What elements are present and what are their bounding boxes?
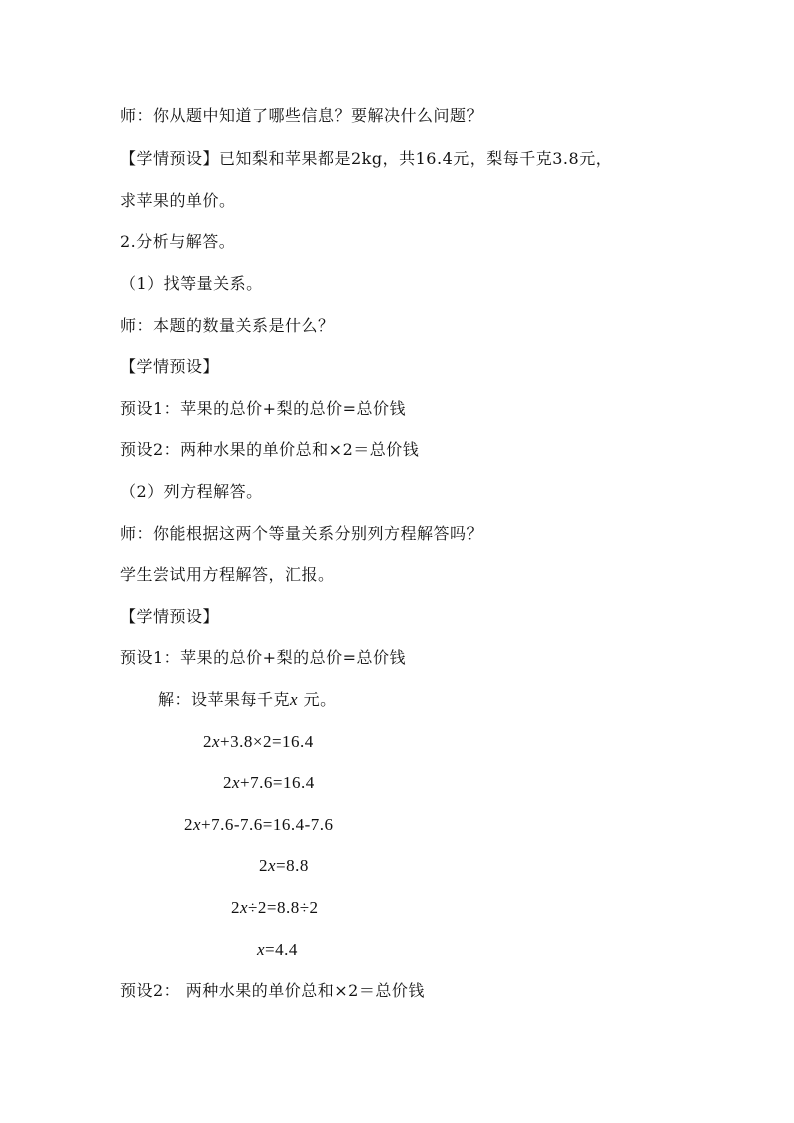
eq2-var: x [232,773,241,792]
solution-prefix: 解：设苹果每千克 [158,690,291,709]
eq5-coef: 2 [231,898,240,917]
eq2-rest: +7.6=16.4 [240,773,315,792]
solution-suffix: 元。 [303,690,337,709]
equation-step-5 [231,898,319,918]
step-solve-equation: （2）列方程解答。 [120,482,263,501]
teacher-question-relation: 师：本题的数量关系是什么？ [120,316,335,335]
preset-find-price: 求苹果的单价。 [120,191,236,210]
solution-setup [158,690,337,710]
equation-step-1 [203,732,314,752]
eq3-coef: 2 [184,815,193,834]
eq5-rest: ÷2=8.8÷2 [248,898,319,917]
preset-known-info: 【学情预设】已知梨和苹果都是2kg，共16.4元，梨每千克3.8元， [120,149,613,168]
eq1-coef: 2 [203,732,212,751]
section-analysis-heading: 2.分析与解答。 [120,232,236,251]
teacher-question-info: 师：你从题中知道了哪些信息？要解决什么问题？ [120,106,484,125]
eq4-coef: 2 [259,856,268,875]
eq5-var: x [240,898,249,917]
step-find-relation: （1）找等量关系。 [120,274,263,293]
eq3-var: x [193,815,202,834]
preset-heading-1: 【学情预设】 [120,357,220,376]
teacher-question-equation: 师：你能根据这两个等量关系分别列方程解答吗？ [120,524,484,543]
students-try-text: 学生尝试用方程解答，汇报。 [120,565,335,584]
preset-heading-2: 【学情预设】 [120,607,220,626]
equation-step-6 [257,940,298,960]
eq4-var: x [268,856,277,875]
equation-step-3 [184,815,334,835]
equation-step-4 [259,856,309,876]
eq6-rest: =4.4 [265,940,298,959]
preset-2-relation: 预设2：两种水果的单价总和×2＝总价钱 [120,440,420,459]
equation-step-2 [223,773,315,793]
eq2-coef: 2 [223,773,232,792]
preset-1-relation-repeat: 预设1：苹果的总价+梨的总价=总价钱 [120,648,406,667]
preset-2-relation-repeat: 预设2： 两种水果的单价总和×2＝总价钱 [120,981,425,1000]
preset-1-relation: 预设1：苹果的总价+梨的总价=总价钱 [120,399,406,418]
eq6-var: x [257,940,266,959]
eq4-rest: =8.8 [276,856,309,875]
eq1-rest: +3.8×2=16.4 [220,732,314,751]
eq3-rest: +7.6-7.6=16.4-7.6 [201,815,334,834]
solution-variable: x [290,690,299,709]
eq1-var: x [212,732,221,751]
